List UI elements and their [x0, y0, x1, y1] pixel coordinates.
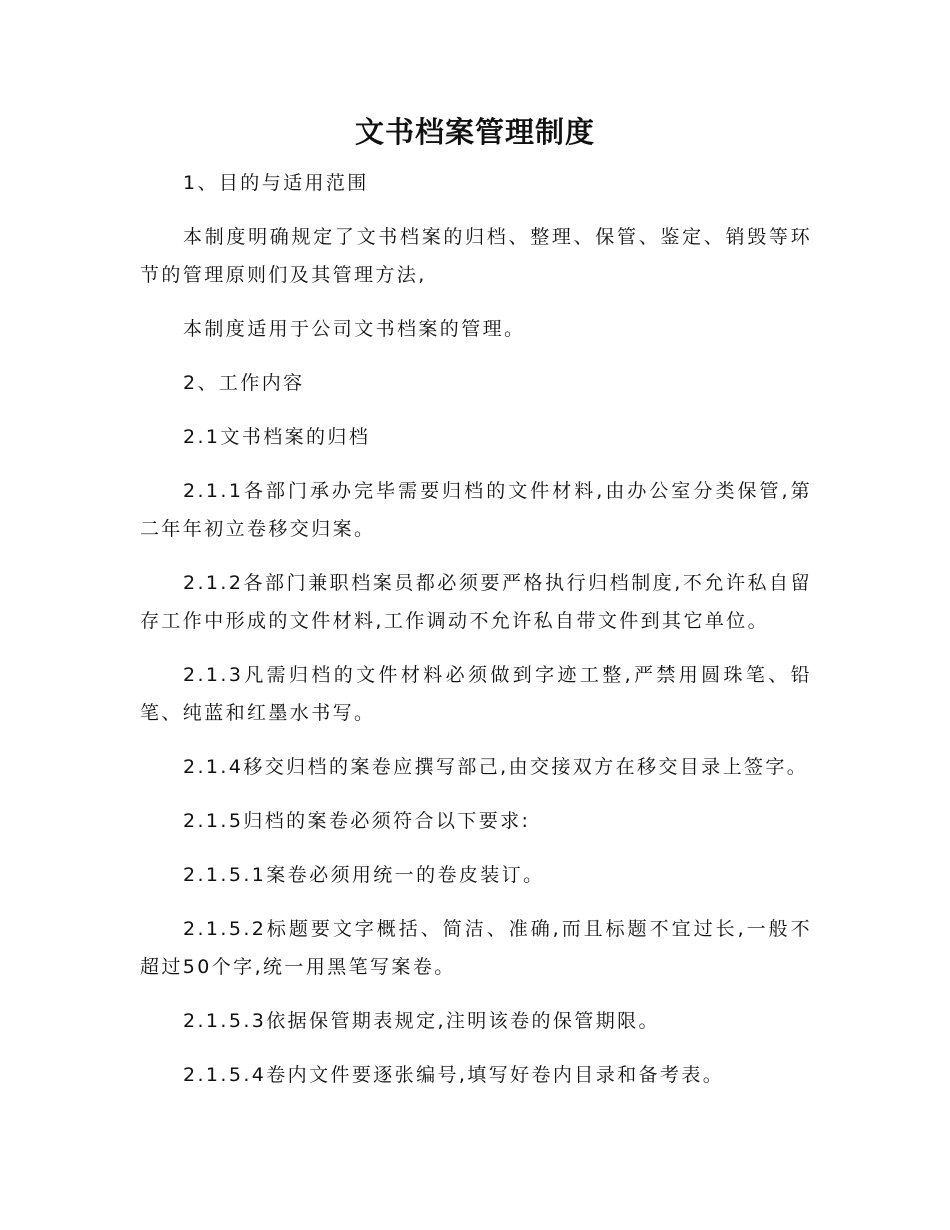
paragraph: 2.1.3凡需归档的文件材料必须做到字迹工整,严禁用圆珠笔、铅笔、纯蓝和红墨水书写。 — [140, 664, 812, 724]
paragraph: 2.1.5.2标题要文字概括、简洁、准确,而且标题不宜过长,一般不超过50个字,统一用黑笔写案卷。 — [140, 918, 812, 978]
paragraph: 2.1.5.1案卷必须用统一的卷皮装订。 — [183, 864, 545, 886]
paragraph: 2.1.5归档的案卷必须符合以下要求: — [183, 810, 531, 832]
document-title: 文书档案管理制度 — [354, 115, 595, 149]
paragraph: 2.1.2各部门兼职档案员都必须要严格执行归档制度,不允许私自留存工作中形成的文件材料,工作调动不允许私自带文件到其它单位。 — [140, 572, 812, 632]
paragraph: 本制度明确规定了文书档案的归档、整理、保管、鉴定、销毁等环节的管理原则们及其管理方法, — [140, 226, 812, 286]
paragraph: 2.1.5.4卷内文件要逐张编号,填写好卷内目录和备考表。 — [183, 1064, 725, 1086]
paragraph: 2.1.1各部门承办完毕需要归档的文件材料,由办公室分类保管,第二年年初立卷移交归案。 — [140, 480, 812, 540]
section-heading: 1、目的与适用范围 — [183, 172, 369, 194]
paragraph: 本制度适用于公司文书档案的管理。 — [183, 318, 526, 340]
subsection-heading: 2.1文书档案的归档 — [183, 426, 371, 448]
paragraph: 2.1.5.3依据保管期表规定,注明该卷的保管期限。 — [183, 1010, 660, 1032]
section-heading: 2、工作内容 — [183, 372, 305, 394]
paragraph: 2.1.4移交归档的案卷应撰写部己,由交接双方在移交目录上签字。 — [183, 756, 809, 778]
document-body — [140, 164, 812, 1110]
